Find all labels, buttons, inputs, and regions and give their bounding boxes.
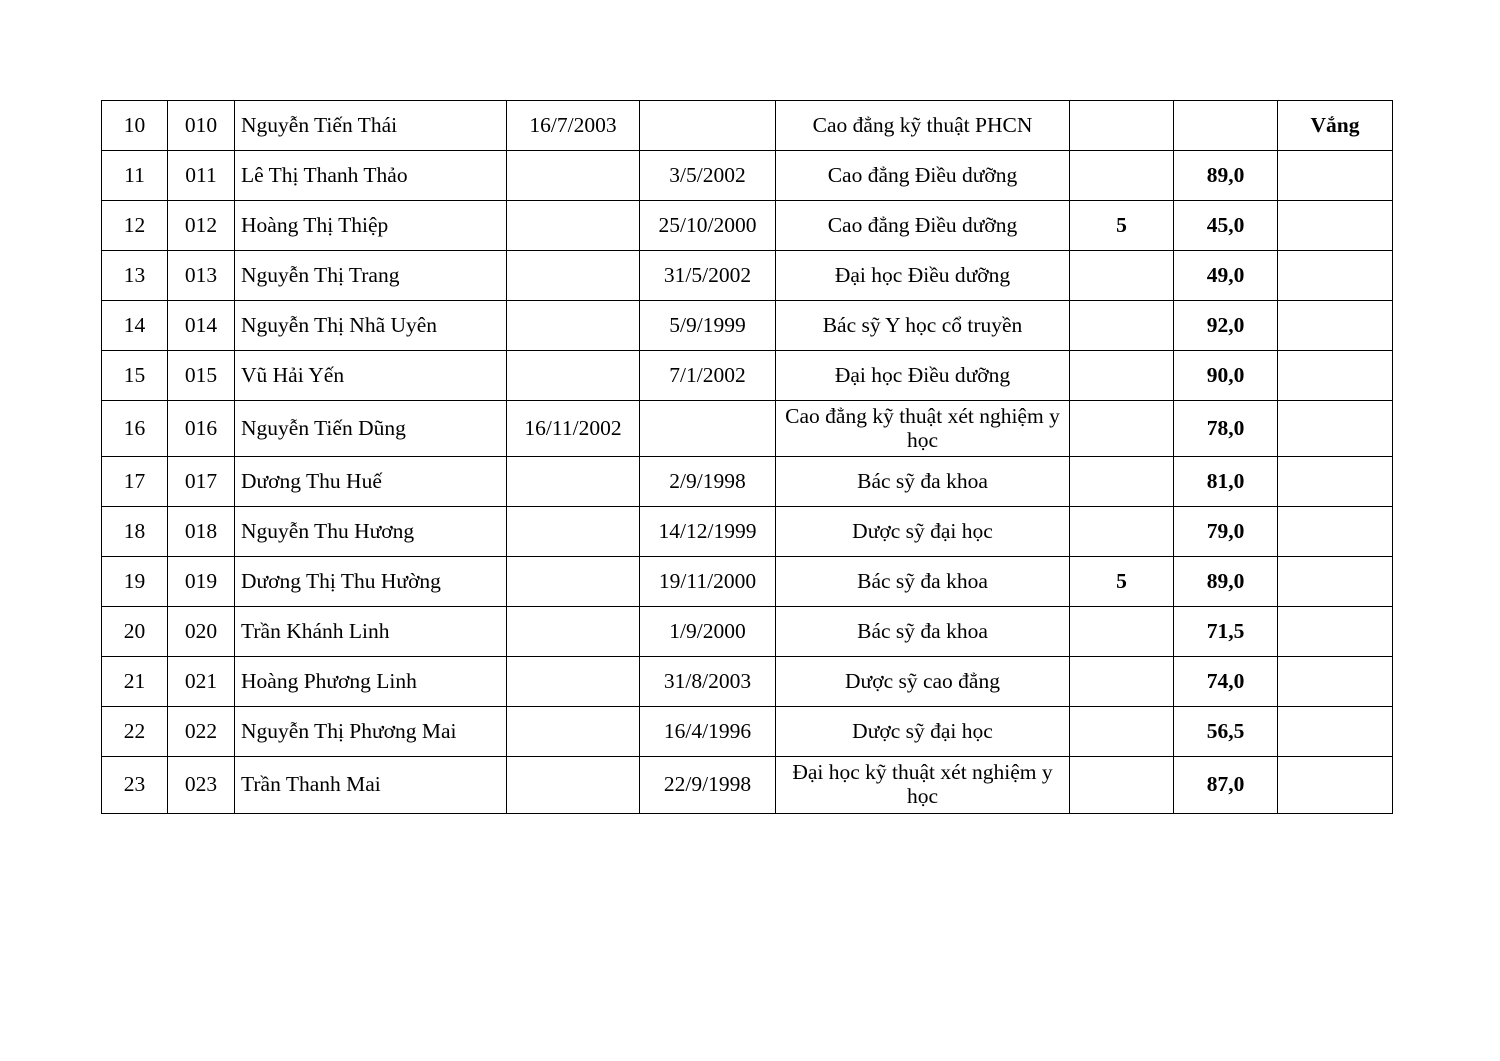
- row-dob-male: [507, 151, 640, 201]
- row-major: Đại học Điều dưỡng: [776, 251, 1070, 301]
- row-bonus: [1070, 251, 1174, 301]
- row-number: 23: [102, 757, 168, 813]
- row-number: 19: [102, 557, 168, 607]
- row-bonus: [1070, 151, 1174, 201]
- row-number: 21: [102, 657, 168, 707]
- row-code: 017: [168, 457, 235, 507]
- row-note: [1278, 607, 1393, 657]
- row-name: Lê Thị Thanh Thảo: [235, 151, 507, 201]
- row-note: [1278, 401, 1393, 457]
- row-number: 17: [102, 457, 168, 507]
- row-note: [1278, 151, 1393, 201]
- row-number: 11: [102, 151, 168, 201]
- row-dob-female: 31/8/2003: [640, 657, 776, 707]
- row-dob-female: 16/4/1996: [640, 707, 776, 757]
- row-note: Vắng: [1278, 101, 1393, 151]
- row-number: 20: [102, 607, 168, 657]
- table-row: [102, 301, 1393, 351]
- row-dob-male: [507, 757, 640, 813]
- row-dob-male: 16/7/2003: [507, 101, 640, 151]
- table-row: [102, 151, 1393, 201]
- row-major: Cao đẳng kỹ thuật PHCN: [776, 101, 1070, 151]
- row-number: 22: [102, 707, 168, 757]
- row-dob-male: [507, 251, 640, 301]
- row-score: 92,0: [1174, 301, 1278, 351]
- row-note: [1278, 657, 1393, 707]
- candidate-roster-table: [101, 100, 1393, 814]
- row-bonus: [1070, 607, 1174, 657]
- table-row: [102, 401, 1393, 457]
- row-score: 49,0: [1174, 251, 1278, 301]
- row-dob-male: [507, 657, 640, 707]
- row-bonus: [1070, 351, 1174, 401]
- row-code: 014: [168, 301, 235, 351]
- table-row: [102, 351, 1393, 401]
- row-dob-female: 14/12/1999: [640, 507, 776, 557]
- table-row: [102, 657, 1393, 707]
- table-row: [102, 557, 1393, 607]
- row-dob-female: 3/5/2002: [640, 151, 776, 201]
- row-code: 019: [168, 557, 235, 607]
- row-dob-female: 19/11/2000: [640, 557, 776, 607]
- row-note: [1278, 707, 1393, 757]
- row-name: Nguyễn Thị Trang: [235, 251, 507, 301]
- row-code: 011: [168, 151, 235, 201]
- table-row: [102, 607, 1393, 657]
- row-dob-male: [507, 707, 640, 757]
- row-major: Dược sỹ đại học: [776, 707, 1070, 757]
- row-name: Nguyễn Tiến Dũng: [235, 401, 507, 457]
- row-dob-female: 2/9/1998: [640, 457, 776, 507]
- row-code: 012: [168, 201, 235, 251]
- row-number: 13: [102, 251, 168, 301]
- row-dob-male: [507, 557, 640, 607]
- row-code: 023: [168, 757, 235, 813]
- row-score: 89,0: [1174, 151, 1278, 201]
- row-major: Cao đẳng kỹ thuật xét nghiệm y học: [776, 401, 1070, 457]
- row-major: Bác sỹ đa khoa: [776, 607, 1070, 657]
- row-dob-male: [507, 201, 640, 251]
- row-major: Đại học Điều dưỡng: [776, 351, 1070, 401]
- row-score: 87,0: [1174, 757, 1278, 813]
- row-score: 79,0: [1174, 507, 1278, 557]
- row-bonus: [1070, 707, 1174, 757]
- row-score: 90,0: [1174, 351, 1278, 401]
- table-row: [102, 507, 1393, 557]
- row-score: 45,0: [1174, 201, 1278, 251]
- row-code: 018: [168, 507, 235, 557]
- row-bonus: [1070, 401, 1174, 457]
- row-dob-female: 5/9/1999: [640, 301, 776, 351]
- row-code: 021: [168, 657, 235, 707]
- row-name: Nguyễn Thị Phương Mai: [235, 707, 507, 757]
- row-bonus: [1070, 757, 1174, 813]
- row-dob-male: [507, 457, 640, 507]
- row-dob-female: [640, 401, 776, 457]
- row-bonus: [1070, 507, 1174, 557]
- row-note: [1278, 757, 1393, 813]
- row-major: Dược sỹ cao đẳng: [776, 657, 1070, 707]
- row-name: Nguyễn Tiến Thái: [235, 101, 507, 151]
- row-bonus: 5: [1070, 201, 1174, 251]
- row-number: 18: [102, 507, 168, 557]
- row-major: Bác sỹ đa khoa: [776, 457, 1070, 507]
- row-number: 10: [102, 101, 168, 151]
- row-dob-male: [507, 351, 640, 401]
- table-row: [102, 251, 1393, 301]
- row-name: Dương Thu Huế: [235, 457, 507, 507]
- row-number: 16: [102, 401, 168, 457]
- row-dob-female: [640, 101, 776, 151]
- row-score: 78,0: [1174, 401, 1278, 457]
- roster-body: [102, 101, 1393, 814]
- row-name: Hoàng Thị Thiệp: [235, 201, 507, 251]
- row-dob-female: 1/9/2000: [640, 607, 776, 657]
- row-dob-female: 22/9/1998: [640, 757, 776, 813]
- row-major: Đại học kỹ thuật xét nghiệm y học: [776, 757, 1070, 813]
- row-name: Hoàng Phương Linh: [235, 657, 507, 707]
- row-bonus: [1070, 657, 1174, 707]
- row-major: Cao đẳng Điều dưỡng: [776, 151, 1070, 201]
- row-major: Bác sỹ đa khoa: [776, 557, 1070, 607]
- row-note: [1278, 351, 1393, 401]
- row-bonus: [1070, 457, 1174, 507]
- row-major: Bác sỹ Y học cổ truyền: [776, 301, 1070, 351]
- row-note: [1278, 507, 1393, 557]
- row-code: 013: [168, 251, 235, 301]
- row-dob-female: 25/10/2000: [640, 201, 776, 251]
- row-dob-female: 7/1/2002: [640, 351, 776, 401]
- row-dob-male: [507, 301, 640, 351]
- row-note: [1278, 201, 1393, 251]
- row-major: Dược sỹ đại học: [776, 507, 1070, 557]
- row-dob-male: [507, 507, 640, 557]
- row-score: 81,0: [1174, 457, 1278, 507]
- table-row: [102, 707, 1393, 757]
- row-note: [1278, 251, 1393, 301]
- row-score: [1174, 101, 1278, 151]
- row-major: Cao đẳng Điều dưỡng: [776, 201, 1070, 251]
- row-note: [1278, 301, 1393, 351]
- row-name: Dương Thị Thu Hường: [235, 557, 507, 607]
- row-name: Nguyễn Thu Hương: [235, 507, 507, 557]
- row-code: 015: [168, 351, 235, 401]
- table-row: [102, 101, 1393, 151]
- row-code: 022: [168, 707, 235, 757]
- row-dob-female: 31/5/2002: [640, 251, 776, 301]
- row-score: 74,0: [1174, 657, 1278, 707]
- row-code: 016: [168, 401, 235, 457]
- row-note: [1278, 557, 1393, 607]
- row-name: Trần Khánh Linh: [235, 607, 507, 657]
- table-row: [102, 457, 1393, 507]
- row-bonus: [1070, 101, 1174, 151]
- row-code: 020: [168, 607, 235, 657]
- table-row: [102, 201, 1393, 251]
- row-score: 71,5: [1174, 607, 1278, 657]
- row-note: [1278, 457, 1393, 507]
- row-bonus: 5: [1070, 557, 1174, 607]
- row-name: Vũ Hải Yến: [235, 351, 507, 401]
- row-name: Nguyễn Thị Nhã Uyên: [235, 301, 507, 351]
- row-code: 010: [168, 101, 235, 151]
- row-dob-male: [507, 607, 640, 657]
- row-score: 56,5: [1174, 707, 1278, 757]
- row-number: 12: [102, 201, 168, 251]
- table-row: [102, 757, 1393, 813]
- row-number: 14: [102, 301, 168, 351]
- row-score: 89,0: [1174, 557, 1278, 607]
- row-bonus: [1070, 301, 1174, 351]
- row-dob-male: 16/11/2002: [507, 401, 640, 457]
- row-name: Trần Thanh Mai: [235, 757, 507, 813]
- row-number: 15: [102, 351, 168, 401]
